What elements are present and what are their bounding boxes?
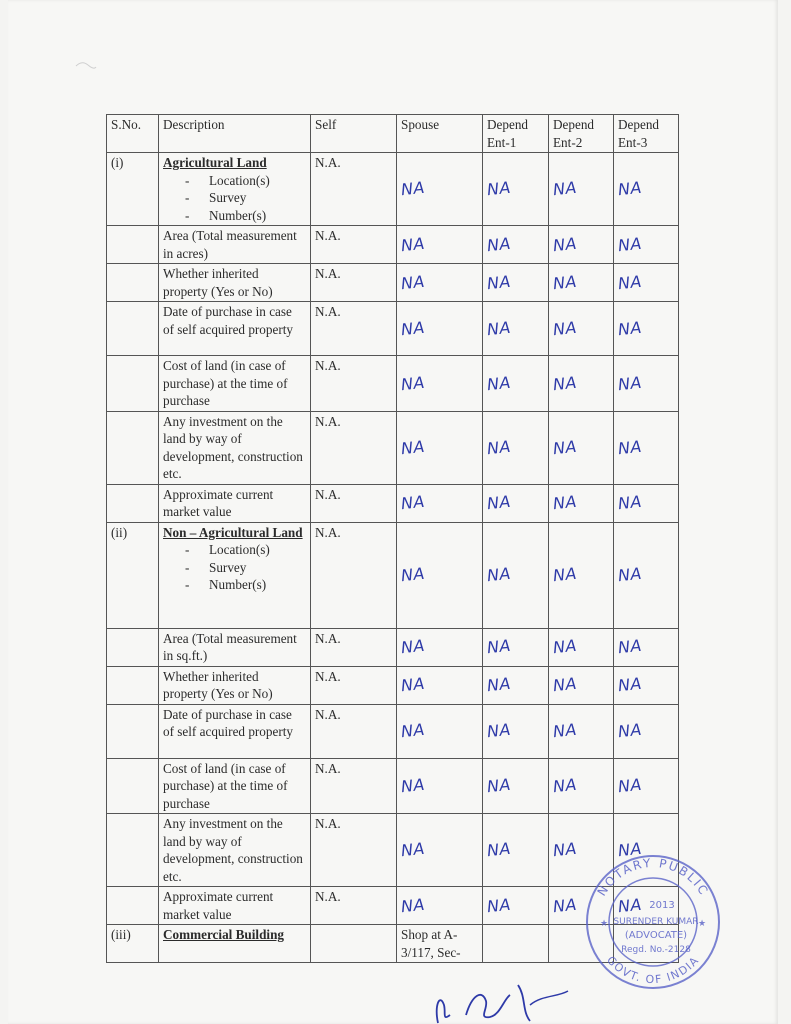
row-self: N.A. — [311, 264, 397, 302]
handwritten-entry: NA — [549, 887, 614, 925]
row-description: Area (Total measurement in acres) — [159, 226, 311, 264]
handwritten-entry: NA — [397, 356, 483, 412]
nonagri-title: Non – Agricultural Land — [163, 524, 303, 540]
agri-self: N.A. — [311, 153, 397, 226]
list-item: - Survey — [185, 559, 306, 577]
handwritten-entry: NA — [614, 758, 679, 814]
list-item: - Number(s) — [185, 207, 306, 225]
header-dependent-3: Depend Ent-3 — [614, 115, 679, 153]
header-self: Self — [311, 115, 397, 153]
handwritten-entry: NA — [614, 666, 679, 704]
row-self: N.A. — [311, 704, 397, 758]
handwritten-entry: NA — [483, 814, 549, 887]
row-description: Cost of land (in case of purchase) at the time of purchase — [159, 758, 311, 814]
stamp-bottom-text: GOVT. OF INDIA — [604, 953, 702, 987]
handwritten-entry: NA — [397, 628, 483, 666]
row-description: Approximate current market value — [159, 484, 311, 522]
handwritten-entry: NA — [549, 264, 614, 302]
row-self: N.A. — [311, 356, 397, 412]
handwritten-entry: NA — [397, 887, 483, 925]
handwritten-entry: NA — [397, 666, 483, 704]
handwritten-entry: NA — [397, 522, 483, 628]
list-item: - Location(s) — [185, 541, 306, 559]
handwritten-entry: NA — [549, 628, 614, 666]
stamp-regd: Regd. No.-2128 — [621, 945, 691, 955]
nonagri-items — [163, 541, 306, 594]
handwritten-entry: NA — [614, 411, 679, 484]
handwritten-entry: NA — [614, 302, 679, 356]
handwritten-entry: NA — [549, 522, 614, 628]
handwritten-entry: NA — [549, 704, 614, 758]
row-self: N.A. — [311, 814, 397, 887]
handwritten-entry: NA — [549, 226, 614, 264]
handwritten-entry: NA — [483, 302, 549, 356]
stamp-year: 2013 — [649, 900, 675, 911]
handwritten-entry: NA — [614, 628, 679, 666]
row-self: N.A. — [311, 302, 397, 356]
row-description: Date of purchase in case of self acquired property — [159, 302, 311, 356]
handwritten-entry: NA — [483, 226, 549, 264]
commercial-title: Commercial Building — [163, 927, 285, 942]
row-description: Approximate current market value — [159, 887, 311, 925]
nonagri-self: N.A. — [311, 522, 397, 628]
handwritten-entry: NA — [614, 887, 679, 925]
handwritten-entry: NA — [483, 153, 549, 226]
row-self: N.A. — [311, 666, 397, 704]
table-row — [107, 264, 679, 302]
table-row — [107, 302, 679, 356]
handwritten-entry: NA — [549, 758, 614, 814]
handwritten-entry: NA — [483, 264, 549, 302]
stamp-role: (ADVOCATE) — [624, 930, 688, 941]
handwritten-entry: NA — [483, 704, 549, 758]
row-description: Any investment on the land by way of development, construction etc. — [159, 411, 311, 484]
agri-section-row — [107, 153, 679, 226]
handwritten-entry: NA — [483, 522, 549, 628]
row-description: Whether inherited property (Yes or No) — [159, 264, 311, 302]
handwritten-entry: NA — [549, 666, 614, 704]
handwritten-entry: NA — [614, 264, 679, 302]
row-self: N.A. — [311, 484, 397, 522]
handwritten-entry: NA — [614, 356, 679, 412]
table-row — [107, 356, 679, 412]
handwritten-entry: NA — [397, 758, 483, 814]
header-dependent-2: Depend Ent-2 — [549, 115, 614, 153]
header-row — [107, 115, 679, 153]
handwritten-entry: NA — [614, 814, 679, 887]
nonagri-sno: (ii) — [107, 522, 159, 628]
handwritten-entry: NA — [397, 814, 483, 887]
handwritten-entry: NA — [614, 704, 679, 758]
table-row — [107, 628, 679, 666]
nonagri-section-row — [107, 522, 679, 628]
list-item: - Number(s) — [185, 576, 306, 594]
header-description: Description — [159, 115, 311, 153]
row-description: Whether inherited property (Yes or No) — [159, 666, 311, 704]
handwritten-entry: NA — [549, 484, 614, 522]
handwritten-entry: NA — [397, 484, 483, 522]
handwritten-entry: NA — [614, 153, 679, 226]
table-row — [107, 666, 679, 704]
handwritten-entry: NA — [614, 522, 679, 628]
row-self: N.A. — [311, 226, 397, 264]
handwritten-entry: NA — [549, 302, 614, 356]
stamp-star-icon: ★ — [600, 918, 609, 928]
table-row — [107, 758, 679, 814]
row-description: Any investment on the land by way of development, construction etc. — [159, 814, 311, 887]
table-row — [107, 226, 679, 264]
handwritten-entry: NA — [483, 758, 549, 814]
handwritten-entry: NA — [483, 887, 549, 925]
row-description: Cost of land (in case of purchase) at the time of purchase — [159, 356, 311, 412]
handwritten-entry: NA — [483, 484, 549, 522]
nonagri-description — [159, 522, 311, 628]
stamp-top-text: NOTARY PUBLIC — [594, 855, 712, 899]
stamp-star-icon: ★ — [698, 918, 707, 928]
handwritten-entry: NA — [549, 356, 614, 412]
handwritten-entry: NA — [397, 411, 483, 484]
paper-speck — [74, 58, 98, 74]
row-self: N.A. — [311, 887, 397, 925]
handwritten-entry: NA — [483, 356, 549, 412]
handwritten-entry: NA — [549, 411, 614, 484]
handwritten-entry: NA — [549, 814, 614, 887]
handwritten-entry: NA — [483, 666, 549, 704]
signature — [430, 975, 580, 1024]
table-row — [107, 484, 679, 522]
handwritten-entry: NA — [397, 264, 483, 302]
agri-description — [159, 153, 311, 226]
handwritten-entry: NA — [614, 484, 679, 522]
handwritten-entry: NA — [483, 411, 549, 484]
row-description: Date of purchase in case of self acquired property — [159, 704, 311, 758]
row-description: Area (Total measurement in sq.ft.) — [159, 628, 311, 666]
header-spouse: Spouse — [397, 115, 483, 153]
stamp-name: SURENDER KUMAR — [613, 917, 699, 927]
list-item: - Location(s) — [185, 172, 306, 190]
handwritten-entry: NA — [614, 226, 679, 264]
handwritten-entry: NA — [549, 153, 614, 226]
handwritten-entry: NA — [483, 628, 549, 666]
header-sno: S.No. — [107, 115, 159, 153]
agri-items — [163, 172, 306, 225]
row-self: N.A. — [311, 758, 397, 814]
agri-sno: (i) — [107, 153, 159, 226]
handwritten-entry: NA — [397, 226, 483, 264]
header-dependent-1: Depend Ent-1 — [483, 115, 549, 153]
table-row — [107, 704, 679, 758]
commercial-description — [159, 925, 311, 963]
table-row — [107, 411, 679, 484]
agri-title: Agricultural Land — [163, 155, 267, 170]
handwritten-entry: NA — [397, 704, 483, 758]
commercial-spouse: Shop at A-3/117, Sec- — [397, 925, 483, 963]
row-self: N.A. — [311, 628, 397, 666]
list-item: - Survey — [185, 189, 306, 207]
handwritten-entry: NA — [397, 302, 483, 356]
assets-table — [106, 114, 679, 963]
commercial-sno: (iii) — [107, 925, 159, 963]
handwritten-entry: NA — [397, 153, 483, 226]
row-self: N.A. — [311, 411, 397, 484]
notary-stamp — [580, 852, 726, 992]
